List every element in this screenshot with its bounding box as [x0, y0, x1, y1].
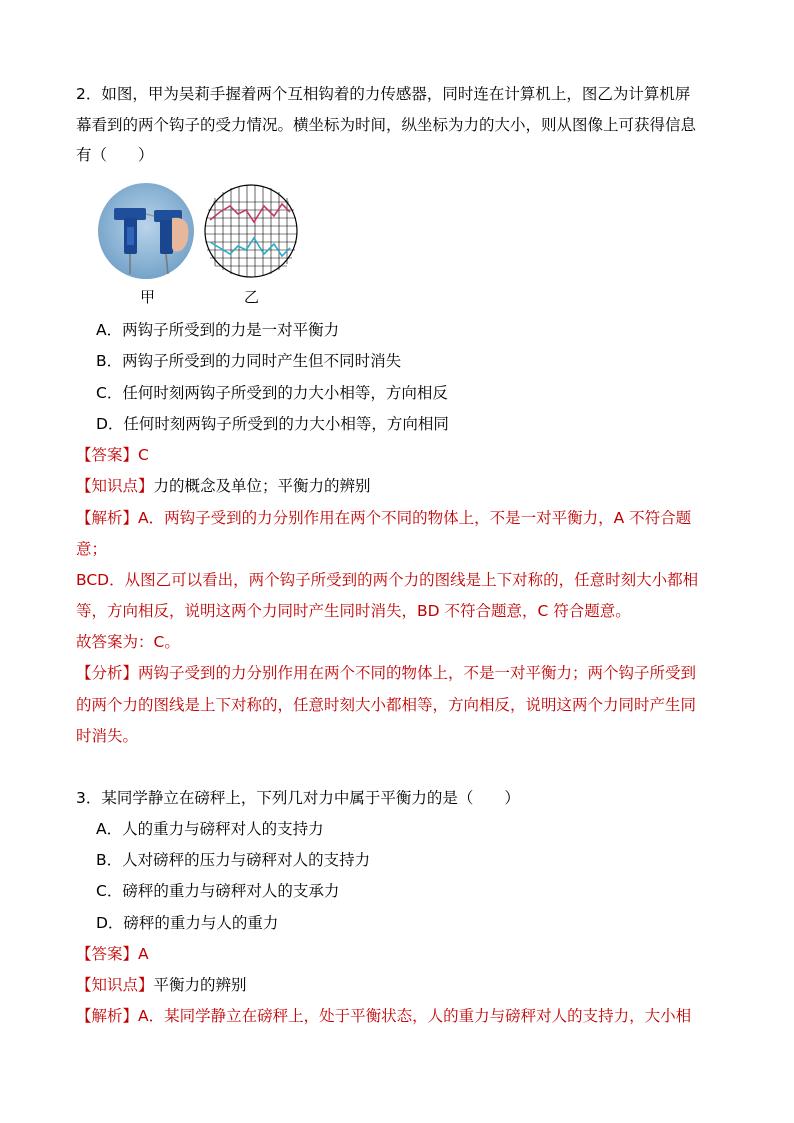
q2-option-a: A．两钩子所受到的力是一对平衡力 [96, 321, 340, 339]
q2-analysis-line5: 故答案为：C。 [76, 633, 180, 651]
q3-option-c: C．磅秤的重力与磅秤对人的支承力 [96, 882, 340, 900]
analysis-tag: 【解析】 [76, 1007, 139, 1025]
knowledge-text: 平衡力的辨别 [153, 976, 247, 994]
knowledge-text: 力的概念及单位；平衡力的辨别 [153, 477, 371, 495]
q3-option-d: D．磅秤的重力与人的重力 [96, 914, 279, 932]
q3-option-b: B．人对磅秤的压力与磅秤对人的支持力 [96, 851, 371, 869]
q2-option-d: D．任何时刻两钩子所受到的力大小相等，方向相同 [96, 415, 449, 433]
answer-value: C [138, 446, 149, 464]
q2-stem-line3: 有（ ） [76, 146, 154, 164]
q2-figure [98, 182, 308, 312]
analysis-tag: 【解析】 [76, 509, 139, 527]
q2-analysis-line2: 意； [76, 540, 108, 558]
q2-option-b: B．两钩子所受到的力同时产生但不同时消失 [96, 352, 402, 370]
q3-stem-line1: 3．某同学静立在磅秤上，下列几对力中属于平衡力的是（ ） [76, 789, 520, 807]
q3-knowledge [76, 974, 247, 996]
q3-answer [76, 943, 149, 965]
q2-summary-line2: 的两个力的图线是上下对称的，任意时刻大小都相等，方向相反，说明这两个力同时产生同 [76, 696, 697, 714]
knowledge-tag: 【知识点】 [76, 477, 154, 495]
q2-analysis-line1 [76, 507, 691, 529]
q2-analysis-line4: 等，方向相反，说明这两个力同时产生同时消失，BD 不符合题意，C 符合题意。 [76, 602, 631, 620]
q2-summary-line3: 时消失。 [76, 727, 139, 745]
analysis-text: A．某同学静立在磅秤上，处于平衡状态，人的重力与磅秤对人的支持力，大小相 [138, 1007, 692, 1025]
summary-tag: 【分析】 [76, 664, 139, 682]
q3-analysis-line1 [76, 1005, 691, 1027]
q2-stem-line2: 幕看到的两个钩子的受力情况。横坐标为时间，纵坐标为力的大小，则从图像上可获得信息 [76, 116, 697, 134]
answer-value: A [138, 945, 149, 963]
q2-stem-line1: 2．如图，甲为吴莉手握着两个互相钩着的力传感器，同时连在计算机上，图乙为计算机屏 [76, 85, 691, 103]
q2-answer [76, 444, 149, 466]
q2-summary-line1 [76, 662, 696, 684]
q3-option-a: A．人的重力与磅秤对人的支持力 [96, 820, 324, 838]
q2-analysis-line3: BCD．从图乙可以看出，两个钩子所受到的两个力的图线是上下对称的，任意时刻大小都相 [76, 571, 699, 589]
answer-tag: 【答案】 [76, 945, 139, 963]
q2-option-c: C．任何时刻两钩子所受到的力大小相等，方向相反 [96, 384, 448, 402]
answer-tag: 【答案】 [76, 446, 139, 464]
knowledge-tag: 【知识点】 [76, 976, 154, 994]
figure-label-jia: 甲 [140, 288, 156, 306]
figure-label-yi: 乙 [244, 288, 260, 306]
summary-text: 两钩子受到的力分别作用在两个不同的物体上，不是一对平衡力；两个钩子所受到 [138, 664, 697, 682]
sensor-photo-image [98, 182, 308, 282]
q2-knowledge [76, 475, 371, 497]
analysis-text: A．两钩子受到的力分别作用在两个不同的物体上，不是一对平衡力，A 不符合题 [138, 509, 692, 527]
